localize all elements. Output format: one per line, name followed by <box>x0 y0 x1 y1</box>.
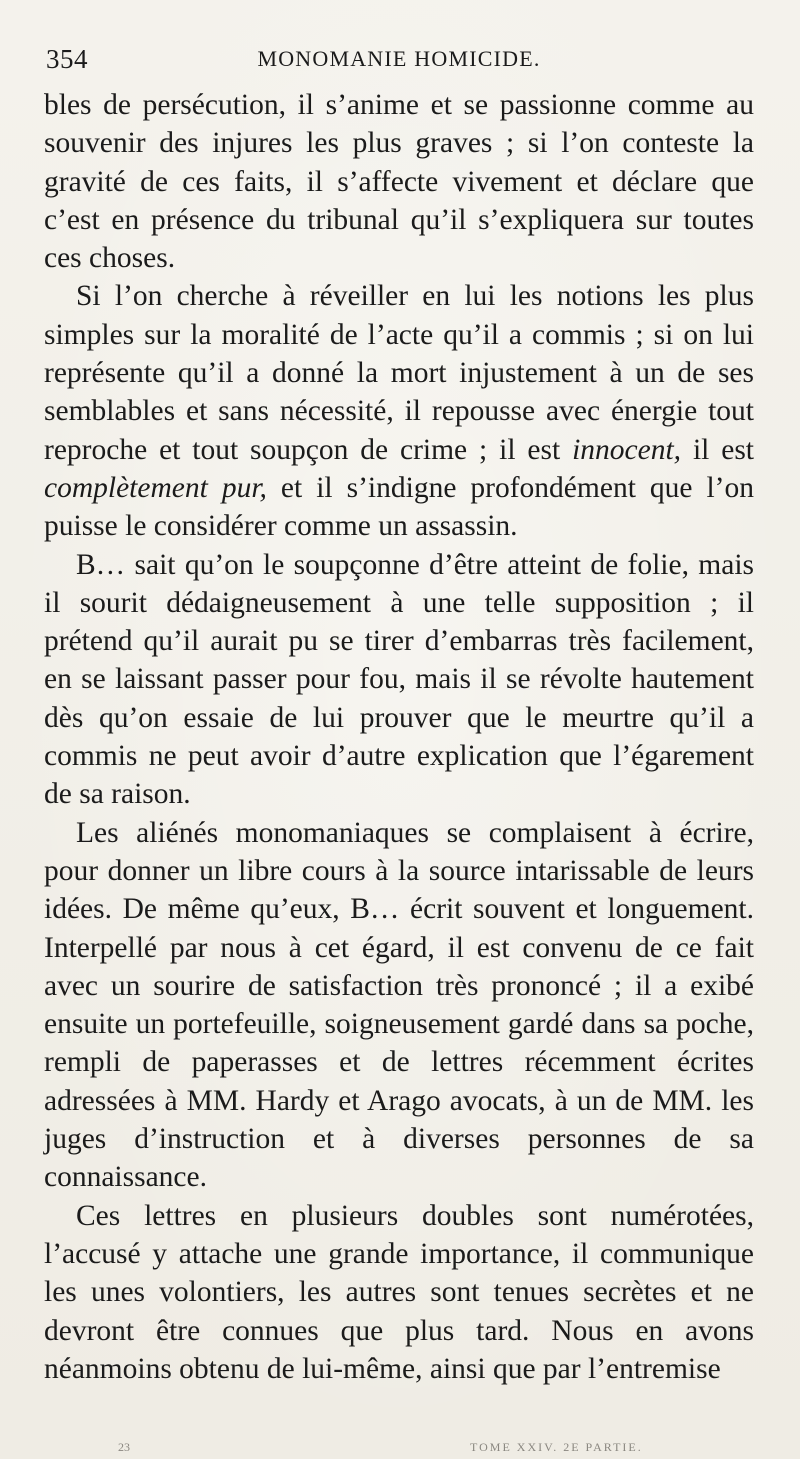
paragraph-4-text: Les aliénés monomaniaques se complaisent à écrire, pour donner un libre cours à la source intarissable de leurs idées. De même qu’eux, B… écrit souvent et longuement. Interpellé par nous à cet égard, il est convenu de ce fait avec un sourire de satisfaction très prononcé ; il a exibé ensuite un portefeuille, soigneusement gardé dans sa poche, rempli de paperasses et de lettres récemment écrites adressées à MM. Hardy et Arago avocats, à un de MM. les juges d’instruction et à diverses personnes de sa connaissance. <box>44 816 754 1194</box>
body-text <box>44 86 754 1388</box>
paragraph-5 <box>44 1197 754 1388</box>
paragraph-2-text-a: Si l’on cherche à réveiller en lui les notions les plus simples sur la moralité de l’acte qu’il a commis ; si on lui représente qu’il a donné la mort injustement à un de ses semblables et sans nécessité, il repousse avec énergie tout reproche et tout soupçon de crime ; il est <box>44 280 754 466</box>
paragraph-2 <box>44 277 754 545</box>
page-number: 354 <box>46 44 88 74</box>
paragraph-3 <box>44 546 754 814</box>
paragraph-3-text: B… sait qu’on le soupçonne d’être atteint de folie, mais il sourit dédaigneusement à une telle supposition ; il prétend qu’il aurait pu se tirer d’embarras très facilement, en se laissant passer pour fou, mais il se révolte hautement dès qu’on essaie de lui prouver que le meurtre qu’il a commis ne peut avoir d’autre explication que l’égarement de sa raison. <box>44 548 754 811</box>
footer-signature: TOME XXIV. 2E PARTIE. <box>470 1440 643 1454</box>
paragraph-4 <box>44 814 754 1197</box>
paragraph-5-text: Ces lettres en plusieurs doubles sont numérotées, l’accusé y attache une grande importance, il communique les unes volontiers, les autres sont tenues secrètes et ne devront être connues que plus tard. Nous en avons néanmoins obtenu de lui-même, ainsi que par l’entremise <box>44 1199 754 1385</box>
paragraph-1 <box>44 86 754 277</box>
emphasis-innocent: innocent, <box>572 433 682 466</box>
footer-mark: 23 <box>118 1440 130 1454</box>
paragraph-1-text: bles de persécution, il s’anime et se passionne comme au souvenir des injures les plus graves ; si l’on conteste la gravité de ces faits, il s’affecte vivement et déclare que c’est en présence du tribunal qu’il s’expliquera sur toutes ces choses. <box>44 89 754 275</box>
running-head: MONOMANIE HOMICIDE. <box>257 46 541 71</box>
paragraph-2-text-c: et il s’indigne profondément que l’on puisse le considérer comme un assassin. <box>44 471 755 543</box>
page-header <box>46 44 752 84</box>
emphasis-completement-pur: complètement pur, <box>44 471 267 504</box>
paragraph-2-text-b: il est <box>681 433 754 466</box>
